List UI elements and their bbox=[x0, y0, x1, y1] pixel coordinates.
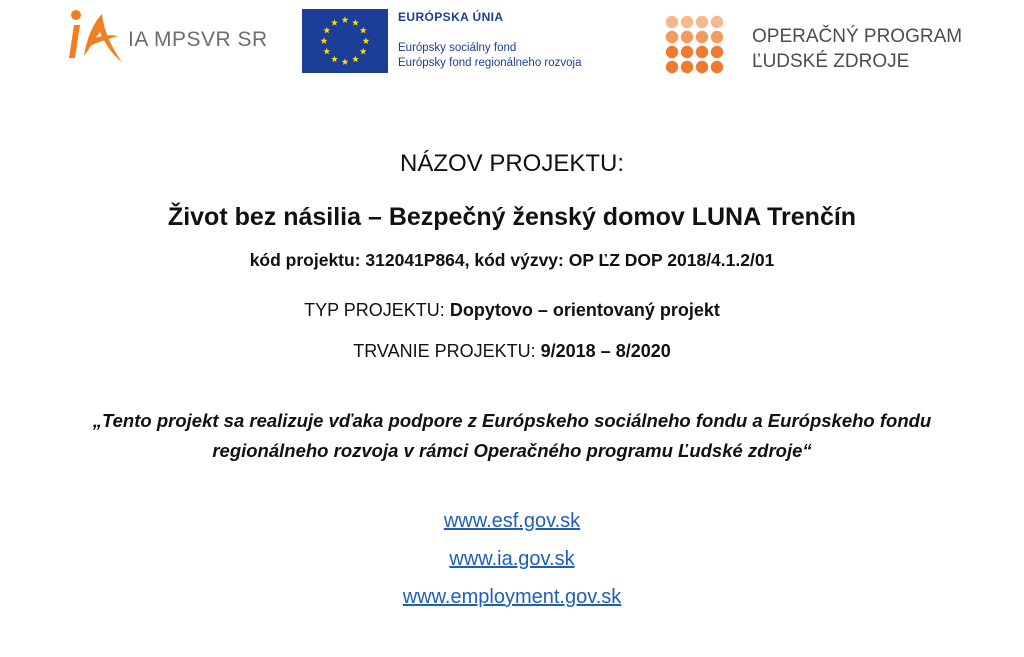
op-dots-icon bbox=[664, 14, 724, 78]
eu-star-icon bbox=[323, 48, 330, 55]
eu-star-icon bbox=[342, 16, 349, 23]
ia-logo-text: IA MPSVR SR bbox=[128, 28, 268, 51]
project-duration-value: 9/2018 – 8/2020 bbox=[540, 341, 671, 361]
funding-statement-line2: regionálneho rozvoja v rámci Operačného programu Ľudské zdroje“ bbox=[212, 440, 812, 461]
links-list bbox=[0, 508, 1024, 610]
op-dot-icon bbox=[696, 16, 708, 28]
op-dot-icon bbox=[711, 16, 723, 28]
ia-mpsvr-logo bbox=[62, 6, 272, 70]
op-dot-icon bbox=[681, 61, 693, 73]
eu-star-icon bbox=[331, 56, 338, 63]
op-ludske-zdroje-logo bbox=[664, 14, 964, 78]
eu-star-icon bbox=[352, 19, 359, 26]
op-dot-icon bbox=[696, 31, 708, 43]
eu-star-icon bbox=[363, 37, 370, 44]
op-dot-icon bbox=[681, 16, 693, 28]
eu-logo-title: EURÓPSKA ÚNIA bbox=[398, 10, 504, 24]
eu-star-icon bbox=[360, 27, 367, 34]
project-code: kód projektu: 312041P864, kód výzvy: OP ĽZ DOP 2018/4.1.2/01 bbox=[249, 250, 775, 270]
eu-star-icon bbox=[323, 27, 330, 34]
op-dot-icon bbox=[666, 16, 678, 28]
project-type bbox=[0, 298, 1024, 322]
eu-star-icon bbox=[360, 48, 367, 55]
eu-star-icon bbox=[342, 58, 349, 65]
op-logo-line1: OPERAČNÝ PROGRAM bbox=[752, 26, 963, 47]
project-duration-label: TRVANIE PROJEKTU: bbox=[353, 341, 536, 361]
op-dot-icon bbox=[666, 46, 678, 58]
eu-star-icon bbox=[321, 37, 328, 44]
eu-logo-line1: Európsky sociálny fond bbox=[398, 42, 517, 54]
project-info bbox=[0, 148, 1024, 622]
project-heading: NÁZOV PROJEKTU: bbox=[399, 150, 625, 177]
link-esf[interactable]: www.esf.gov.sk bbox=[443, 510, 581, 532]
link-ia[interactable]: www.ia.gov.sk bbox=[449, 548, 575, 570]
eu-logo-line2: Európsky fond regionálneho rozvoja bbox=[398, 57, 582, 69]
op-dot-icon bbox=[666, 31, 678, 43]
ia-figure-icon bbox=[62, 6, 126, 70]
eu-flag-icon bbox=[302, 9, 388, 73]
project-type-value: Dopytovo – orientovaný projekt bbox=[449, 300, 720, 320]
eu-star-icon bbox=[352, 56, 359, 63]
op-logo-line2: ĽUDSKÉ ZDROJE bbox=[752, 51, 910, 72]
header-logos bbox=[0, 0, 1024, 90]
project-duration bbox=[0, 339, 1024, 363]
op-dot-icon bbox=[711, 61, 723, 73]
op-dot-icon bbox=[711, 46, 723, 58]
project-name: Život bez násilia – Bezpečný ženský domov LUNA Trenčín bbox=[167, 203, 857, 231]
funding-statement bbox=[0, 406, 1024, 466]
link-employment[interactable]: www.employment.gov.sk bbox=[402, 586, 622, 608]
funding-statement-line1: „Tento projekt sa realizuje vďaka podpore z Európskeho sociálneho fondu a Európskeho fondu bbox=[92, 410, 932, 431]
op-dot-icon bbox=[696, 46, 708, 58]
op-dot-icon bbox=[711, 31, 723, 43]
op-dot-icon bbox=[666, 61, 678, 73]
op-dot-icon bbox=[681, 46, 693, 58]
eu-star-icon bbox=[331, 19, 338, 26]
op-dot-icon bbox=[696, 61, 708, 73]
op-dot-icon bbox=[681, 31, 693, 43]
project-type-label: TYP PROJEKTU: bbox=[304, 300, 445, 320]
eu-logo bbox=[302, 9, 612, 75]
